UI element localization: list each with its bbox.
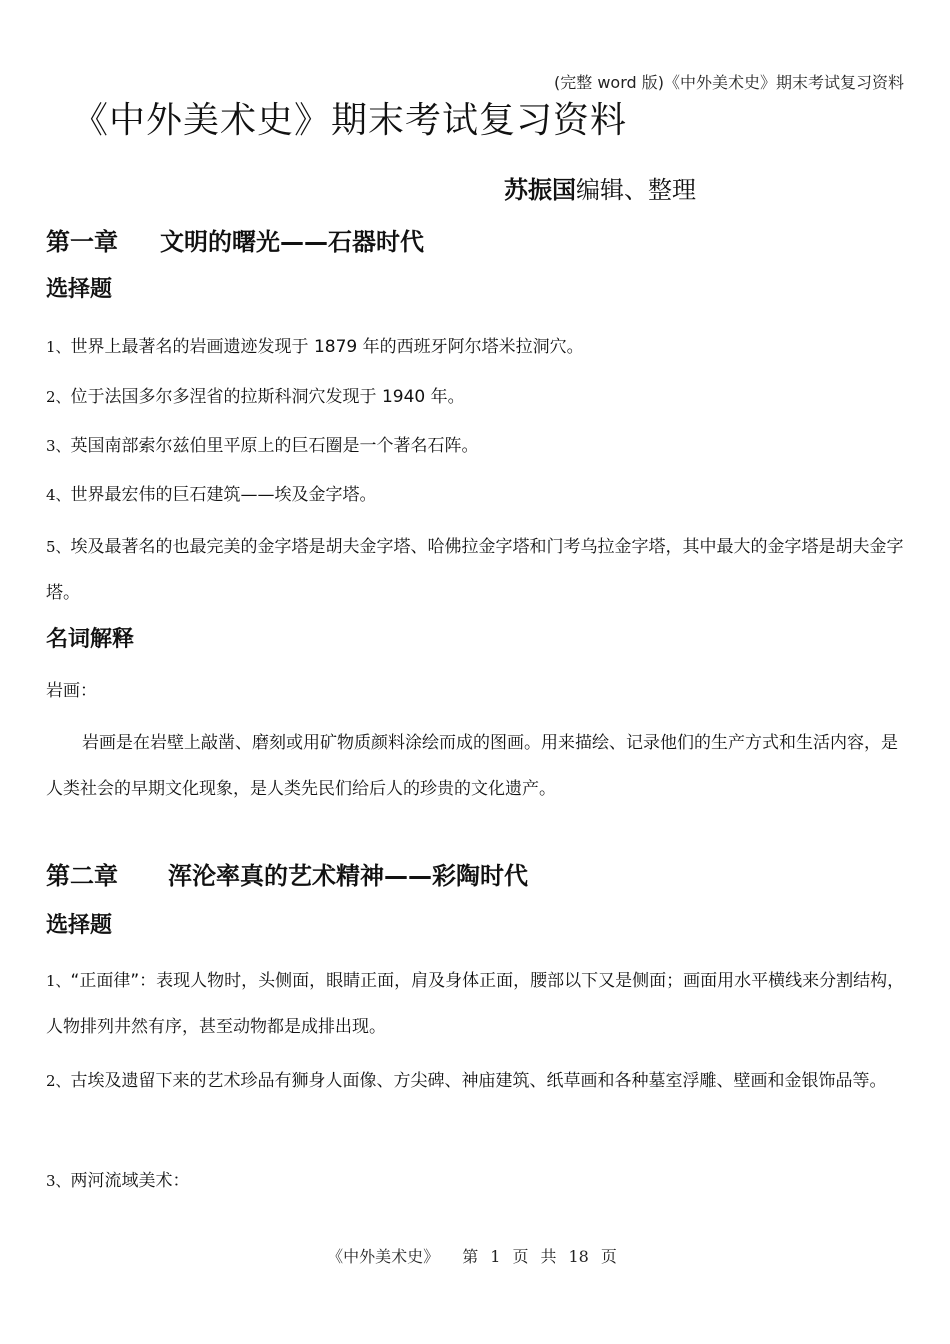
term-rock-painting: 岩画： xyxy=(46,681,97,701)
document-title: 《中外美术史》期末考试复习资料 xyxy=(72,100,628,141)
chapter-1-item-5: 5、埃及最著名的也最完美的金字塔是胡夫金字塔、哈佛拉金字塔和门考乌拉金字塔，其中最大的金字塔是胡夫金字塔。 xyxy=(46,537,904,603)
chapter-2-title: 浑沦率真的艺术精神——彩陶时代 xyxy=(168,862,528,890)
chapter-1-heading xyxy=(46,222,546,254)
chapter-2-item-1: 1、“正面律”：表现人物时，头侧面，眼睛正面，肩及身体正面，腰部以下又是侧面；画面用水平横线来分割结构，人物排列井然有序，甚至动物都是成排出现。 xyxy=(46,971,905,1037)
editor-name: 苏振国 xyxy=(504,176,576,204)
chapter-1-choice-heading: 选择题 xyxy=(46,277,113,302)
header-note: (完整 word 版)《中外美术史》期末考试复习资料 xyxy=(554,73,904,92)
chapter-1-label: 第一章 xyxy=(46,228,118,256)
chapter-1-item-3: 3、英国南部索尔兹伯里平原上的巨石圈是一个著名石阵。 xyxy=(46,436,479,456)
chapter-2-choice-heading: 选择题 xyxy=(46,913,113,938)
chapter-1-item-2: 2、位于法国多尔多涅省的拉斯科洞穴发现于 1940 年。 xyxy=(46,387,465,407)
chapter-2-label: 第二章 xyxy=(46,862,118,890)
chapter-2-heading xyxy=(46,856,646,888)
chapter-2-item-2: 2、古埃及遗留下来的艺术珍品有狮身人面像、方尖碑、神庙建筑、纸草画和各种墓室浮雕、壁画和金银饰品等。 xyxy=(46,1071,887,1091)
term-rock-painting-definition: 岩画是在岩壁上敲凿、磨刻或用矿物质颜料涂绘而成的图画。用来描绘、记录他们的生产方式和生活内容，是人类社会的早期文化现象，是人类先民们给后人的珍贵的文化遗产。 xyxy=(46,733,898,799)
editor-credit xyxy=(504,170,696,205)
editor-role: 编辑、整理 xyxy=(576,176,696,204)
chapter-1-title: 文明的曙光——石器时代 xyxy=(160,228,424,256)
chapter-1-item-4: 4、世界最宏伟的巨石建筑——埃及金字塔。 xyxy=(46,485,377,505)
chapter-1-item-1: 1、世界上最著名的岩画遗迹发现于 1879 年的西班牙阿尔塔米拉洞穴。 xyxy=(46,337,584,357)
chapter-2-item-3: 3、两河流域美术： xyxy=(46,1171,190,1191)
footer-book-title: 《中外美术史》 xyxy=(327,1247,440,1266)
footer-page-indicator: 第 1 页 共 18 页 xyxy=(462,1247,617,1266)
page-footer xyxy=(0,1244,950,1267)
chapter-1-terms-heading: 名词解释 xyxy=(46,627,135,652)
